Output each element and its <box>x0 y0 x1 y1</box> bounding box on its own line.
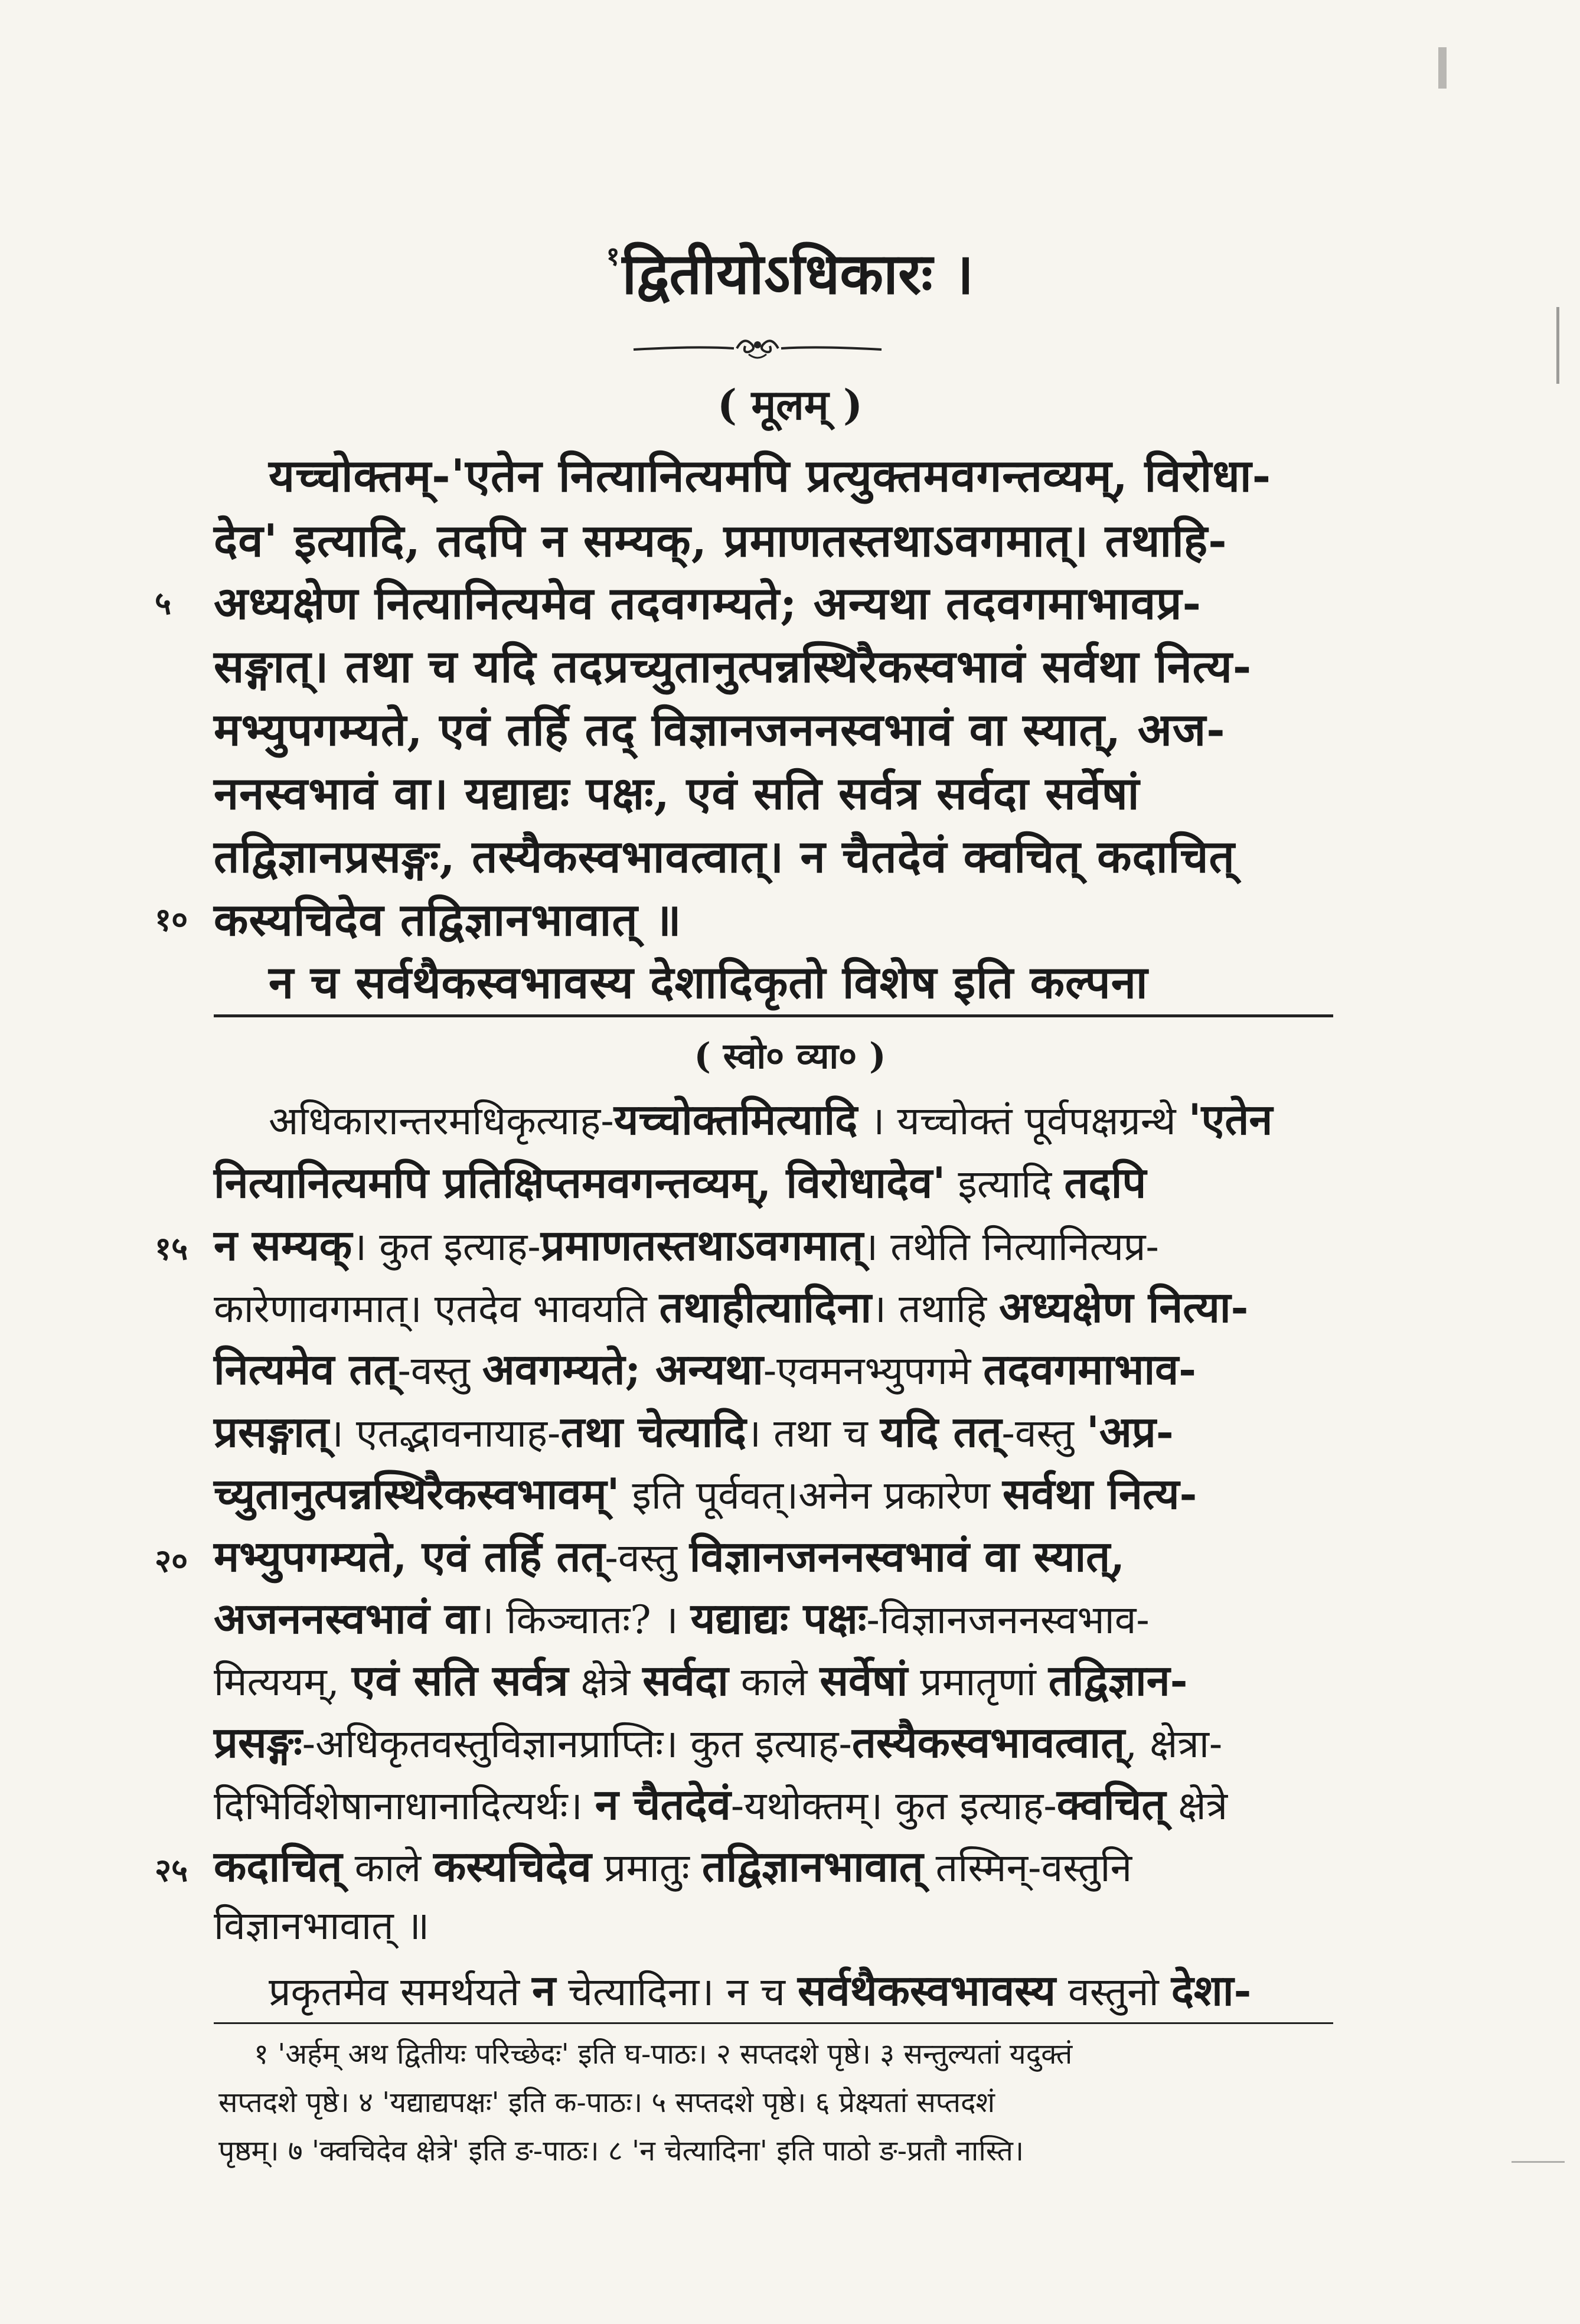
ornament-divider-icon <box>631 331 884 366</box>
commentary-line-9: अजननस्वभावं वा। किञ्चातः? । यद्याद्यः पक्षः-विज्ञानजननस्वभाव- <box>214 1593 1150 1643</box>
mula-line-2: देव' इत्यादि, तदपि न सम्यक्, प्रमाणतस्तथाऽवगमात्। तथाहि- <box>214 514 1228 567</box>
line-number: ५ <box>155 584 172 622</box>
line-number: २५ <box>155 1851 188 1889</box>
mula-line-4: सङ्गात्। तथा च यदि तदप्रच्युतानुत्पन्नस्थिरैकस्वभावं सर्वथा नित्य- <box>214 640 1252 693</box>
commentary-line-5: नित्यमेव तत्-वस्तु अवगम्यते; अन्यथा-एवमनभ्युपगमे तदवगमाभाव- <box>214 1344 1197 1394</box>
commentary-line-8: मभ्युपगम्यते, एवं तर्हि तत्-वस्तु विज्ञानजननस्वभावं वा स्यात्, <box>214 1531 1125 1581</box>
commentary-line-12: दिभिर्विशेषानाधानादित्यर्थः। न चैतदेवं-यथोक्तम्। कुत इत्याह-क्वचित् क्षेत्रे <box>214 1779 1228 1829</box>
footnote-line-1: १ 'अर्हम् अथ द्वितीयः परिच्छेदः' इति घ-पाठः। २ सप्तदशे पृष्ठे। ३ सन्तुल्यतां यदुक्तं <box>254 2038 1073 2071</box>
commentary-line-11: प्रसङ्गः-अधिकृतवस्तुविज्ञानप्राप्तिः। कुत इत्याह-तस्यैकस्वभावत्वात्, क्षेत्रा- <box>214 1717 1223 1767</box>
commentary-line-3: न सम्यक्। कुत इत्याह-प्रमाणतस्तथाऽवगमात्। तथेति नित्यानित्यप्र- <box>214 1220 1159 1270</box>
commentary-line-6: प्रसङ्गात्। एतद्भावनायाह-तथा चेत्यादि। तथा च यदि तत्-वस्तु 'अप्र- <box>214 1406 1174 1457</box>
commentary-line-13: कदाचित् काले कस्यचिदेव प्रमातुः तद्विज्ञानभावात् तस्मिन्-वस्तुनि <box>214 1841 1132 1891</box>
commentary-line-1: अधिकारान्तरमधिकृत्याह-यच्चोक्तमित्यादि । यच्चोक्तं पूर्वपक्षग्रन्थे 'एतेन <box>269 1094 1273 1144</box>
title-text: द्वितीयोऽधिकारः । <box>622 240 974 307</box>
scan-mark <box>1512 2161 1565 2163</box>
commentary-line-2: नित्यानित्यमपि प्रतिक्षिप्तमवगन्तव्यम्, विरोधादेव' इत्यादि तदपि <box>214 1157 1147 1207</box>
commentary-line-15: प्रकृतमेव समर्थयते न चेत्यादिना। न च सर्वथैकस्वभावस्य वस्तुनो देशा- <box>269 1965 1252 2015</box>
commentary-line-7: च्युतानुत्पन्नस्थिरैकस्वभावम्' इति पूर्ववत्।अनेन प्रकारेण सर्वथा नित्य- <box>214 1468 1197 1519</box>
footnote-divider <box>214 2022 1333 2024</box>
section-divider <box>214 1014 1333 1017</box>
line-number: १५ <box>155 1229 188 1267</box>
line-number: २० <box>155 1542 188 1579</box>
section-heading-commentary: ( स्वो० व्या० ) <box>694 1036 886 1077</box>
scan-mark <box>1556 307 1559 384</box>
footnote-line-2: सप्तदशे पृष्ठे। ४ 'यद्याद्यपक्षः' इति क-पाठः। ५ सप्तदशे पृष्ठे। ६ प्रेक्ष्यतां सप्तदशं <box>218 2086 995 2119</box>
commentary-line-10: मित्ययम्, एवं सति सर्वत्र क्षेत्रे सर्वदा काले सर्वेषां प्रमातृणां तद्विज्ञान- <box>214 1655 1188 1705</box>
commentary-line-4: कारेणावगमात्। एतदेव भावयति तथाहीत्यादिना। तथाहि अध्यक्षेण नित्या- <box>214 1282 1249 1332</box>
page-title <box>0 233 1580 311</box>
mula-line-1: यच्चोक्तम्-'एतेन नित्यानित्यमपि प्रत्युक्तमवगन्तव्यम्, विरोधा- <box>269 449 1272 502</box>
mula-line-7: तद्विज्ञानप्रसङ्गः, तस्यैकस्वभावत्वात्। न चैतदेवं क्वचित् कदाचित् <box>214 830 1235 883</box>
commentary-line-14: विज्ञानभावात् ॥ <box>214 1903 430 1948</box>
scan-mark <box>1438 47 1447 89</box>
mula-line-6: ननस्वभावं वा। यद्याद्यः पक्षः, एवं सति सर्वत्र सर्वदा सर्वेषां <box>214 767 1140 820</box>
mula-line-3: अध्यक्षेण नित्यानित्यमेव तदवगम्यते; अन्यथा तदवगमाभावप्र- <box>214 577 1202 629</box>
title-footnote-mark: १ <box>606 241 620 272</box>
mula-line-8: कस्यचिदेव तद्विज्ञानभावात् ॥ <box>214 893 682 946</box>
line-number: १० <box>155 900 188 938</box>
footnote-line-3: पृष्ठम्। ७ 'क्वचिदेव क्षेत्रे' इति ङ-पाठः। ८ 'न चेत्यादिना' इति पाठो ङ-प्रतौ नास्ति। <box>218 2134 1024 2168</box>
mula-line-9: न च सर्वथैकस्वभावस्य देशादिकृतो विशेष इति कल्पना <box>269 956 1148 1008</box>
section-heading-mulam: ( मूलम् ) <box>717 380 863 429</box>
mula-line-5: मभ्युपगम्यते, एवं तर्हि तद् विज्ञानजननस्वभावं वा स्यात्, अज- <box>214 703 1226 756</box>
